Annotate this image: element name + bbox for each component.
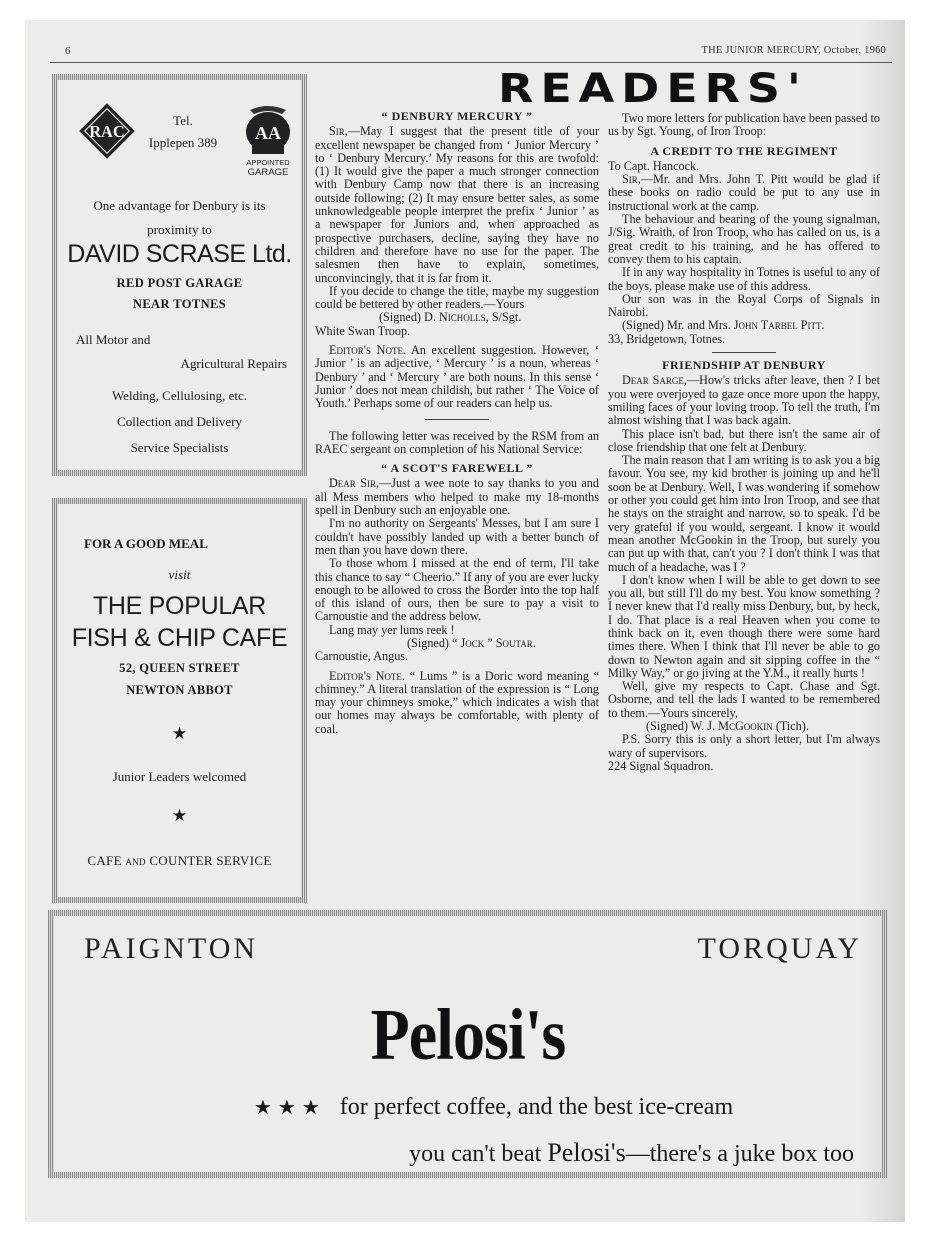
- letter-intro: The following letter was received by the RSM from an RAEC sergeant on completion of his National Service:: [315, 428, 599, 456]
- letter-headline: FRIENDSHIP AT DENBURY: [662, 358, 826, 373]
- letter-paragraph: If you decide to change the title, maybe my suggestion could be bettered by other readers.—Yours: [315, 283, 599, 312]
- cafe-address-1: 52, QUEEN STREET: [119, 661, 240, 675]
- service-line-4: Service Specialists: [130, 440, 229, 455]
- running-title: THE JUNIOR MERCURY, October, 1960: [701, 45, 886, 56]
- letter-paragraph: The behaviour and bearing of the young signalman, J/Sig. Wraith, of Iron Troop, who has called on us, is a great credit to his training, and he has offered to convey them to his captain.: [608, 212, 880, 266]
- section-title: READERS': [498, 66, 808, 112]
- section-divider: [712, 352, 776, 353]
- letter-paragraph: Sir,—Mr. and Mrs. John T. Pitt would be glad if these books on radio could be put to any use in instructional work at the camp.: [608, 172, 880, 213]
- letter-paragraph: I don't know when I will be able to get down to see you all, but still I'll do my best. You know something ? I never knew that I'd really miss Denbury, but, by heck, I do. That place is a real Heaven when you come to think back on it, even though there were some hard times there. When I think that I'll never be able to go down to Newton again and sit sipping coffee in the “ Milky Way,” or go jiving at the Y.M., it really hurts !: [608, 572, 880, 680]
- intro-line-2: proximity to: [147, 222, 212, 237]
- cafe-name-1: THE POPULAR: [92, 592, 267, 620]
- letter-paragraph: Dear Sarge,—How's tricks after leave, then ? I bet you were overjoyed to gaze once more upon the happy, smiling faces of your loving troop. To tell the truth, I'm almost wishing that I was back again.: [608, 373, 880, 428]
- letters-column-right: [608, 112, 880, 773]
- town-paignton: PAIGNTON: [84, 932, 259, 965]
- tel-label: Tel.: [173, 113, 193, 128]
- service-line-3: Collection and Delivery: [117, 414, 242, 429]
- letter-paragraph: Well, give my respects to Capt. Chase and Sgt. Osborne, and tell the lads I wanted to be remembered to them.—Yours sincerely,: [608, 679, 880, 720]
- letter-headline: “ A SCOT'S FAREWELL ”: [381, 461, 533, 476]
- cafe-line-1: FOR A GOOD MEAL: [84, 536, 208, 551]
- cafe-name-2: FISH & CHIP CAFE: [71, 624, 288, 652]
- letter-paragraph: To those whom I missed at the end of term, I'll take this chance to say “ Cheerio.” If any of you are ever lucky enough to be allowed to cross the Border into the top half of this island of ours, then be sure to pay a visit to Carnoustie and the address below.: [315, 556, 599, 624]
- pelosi-tagline-2: you can't beat Pelosi's—there's a juke box too: [409, 1138, 854, 1167]
- header-rule: [50, 62, 892, 63]
- aa-caption-1: APPOINTED: [246, 158, 290, 167]
- letter-headline: A CREDIT TO THE REGIMENT: [650, 143, 838, 158]
- letter-address: Carnoustie, Angus.: [315, 649, 409, 664]
- letter-paragraph: If in any way hospitality in Totnes is useful to any of the boys, please make use of this address.: [608, 265, 880, 293]
- letter-paragraph: This place isn't bad, but there isn't the same air of close friendship that one felt at Denbury.: [608, 426, 880, 454]
- letters-column-middle: [315, 110, 599, 736]
- star-icon: ★: [171, 724, 188, 743]
- aa-logo-icon: [236, 102, 300, 178]
- cafe-service: CAFE and COUNTER SERVICE: [87, 853, 272, 868]
- letter-address: 33, Bridgetown, Totnes.: [608, 331, 726, 346]
- business-name: DAVID SCRASE Ltd.: [67, 240, 292, 268]
- tel-number: Ipplepen 389: [148, 135, 218, 150]
- cafe-address-2: NEWTON ABBOT: [126, 683, 233, 697]
- rac-logo-icon: [78, 102, 136, 160]
- letter-addressee: To Capt. Hancock.: [608, 158, 700, 173]
- letter-paragraph: Our son was in the Royal Corps of Signals in Nairobi.: [608, 291, 880, 320]
- letter-headline: “ DENBURY MERCURY ”: [381, 109, 533, 123]
- letter-signature: (Signed) W. J. McGookin (Tich).: [646, 719, 809, 734]
- editor-note: Editor's Note. An excellent suggestion. However, ‘ Junior ’ is an adjective, ‘ Mercury ’ is a noun, whereas ‘ Denbury ’ and ‘ Mercury ’ are both nouns. In this sense ‘ Junior ’ does not mean childish, but rather ‘ The Voice of Youth.’ Perhaps some of our readers can help us.: [315, 343, 599, 411]
- section-divider: [425, 419, 489, 420]
- letter-paragraph: Sir,—May I suggest that the present title of your excellent newspaper be changed from ‘ Junior Mercury ’ to ‘ Denbury Mercury.’ My reasons for this are twofold: (1) It would give the paper a much stronger connection with Denbury Camp now that there is an increasing outside following; (2) It may ensure better sales, as some unknowledgeable people interpret the prefix ‘ Junior ’ as a newspaper for Juniors and, when approached as prospective purchasers, decline, saying they have no children and therefore have no use for the paper. The salesmen then have to explain, sometimes, unconvincingly, that it is far from it.: [315, 124, 599, 285]
- address-line-2: NEAR TOTNES: [132, 297, 227, 311]
- aa-logo-text: AA: [255, 123, 281, 143]
- rac-logo-text: RAC: [89, 121, 125, 141]
- intro-line-1: One advantage for Denbury is its: [93, 198, 266, 213]
- stars-icon: ★★★: [254, 1097, 326, 1119]
- ad-pelosis: [48, 910, 888, 1178]
- service-line-1b: Agricultural Repairs: [180, 356, 287, 371]
- address-line-1: RED POST GARAGE: [116, 276, 243, 290]
- letter-unit: White Swan Troop.: [315, 323, 411, 338]
- pelosi-name: Pelosi's: [370, 993, 566, 1076]
- aa-caption-2: GARAGE: [247, 167, 289, 178]
- cafe-line-visit: visit: [168, 567, 191, 582]
- letter-paragraph: I'm no authority on Sergeants' Messes, but I am sure I couldn't have possibly landed up with a better bunch of men than you have down there.: [315, 516, 599, 557]
- letter-paragraph: Lang may yer lums reek !: [329, 622, 455, 637]
- letter-postscript: P.S. Sorry this is only a short letter, but I'm always wary of supervisors.: [608, 732, 880, 760]
- letter-paragraph: Dear Sir,—Just a wee note to say thanks to you and all Mess members who helped to make my 18-months spell in Denbury such an enjoyable one.: [315, 476, 599, 518]
- letter-intro: Two more letters for publication have been passed to us by Sgt. Young, of Iron Troop:: [608, 111, 880, 139]
- star-icon: ★: [171, 806, 188, 825]
- editor-note: Editor's Note. “ Lums ” is a Doric word meaning “ chimney.” A literal translation of the expression is “ Long may your chimneys smoke,” which indicates a wish that our homes may always be comfortable, with plenty of coal.: [315, 668, 599, 736]
- letter-signature: (Signed) D. Nicholls, S/Sgt.: [379, 310, 522, 325]
- letter-signature: (Signed) “ Jock ” Soutar.: [407, 635, 536, 650]
- ad-fish-chip-cafe: [52, 498, 307, 903]
- ad-david-scrase-garage: [52, 74, 307, 476]
- service-line-1a: All Motor and: [76, 332, 151, 347]
- tel-block: [138, 110, 228, 154]
- pelosi-tagline-1: ★★★ for perfect coffee, and the best ice-cream: [254, 1094, 734, 1120]
- letter-unit: 224 Signal Squadron.: [608, 758, 714, 773]
- letter-signature: (Signed) Mr. and Mrs. John Tarbel Pitt.: [622, 318, 825, 333]
- service-line-2: Welding, Cellulosing, etc.: [111, 388, 248, 403]
- cafe-welcome: Junior Leaders welcomed: [112, 769, 247, 784]
- page-number: 6: [65, 45, 71, 57]
- letter-paragraph: The main reason that I am writing is to ask you a big favour. You see, my kid brother is joining up and he'll soon be at Denbury. Well, I was wondering if somehow or other you could get him into Iron Troop, and see that he stays on the straight and narrow, so to speak. I'd be very grateful if you would, sergeant. I know it would mean another McGookin in the Troop, but surely you can put up with that, can't you ? I don't think I was that much of a headache, was I ?: [608, 453, 880, 574]
- town-torquay: TORQUAY: [697, 932, 862, 965]
